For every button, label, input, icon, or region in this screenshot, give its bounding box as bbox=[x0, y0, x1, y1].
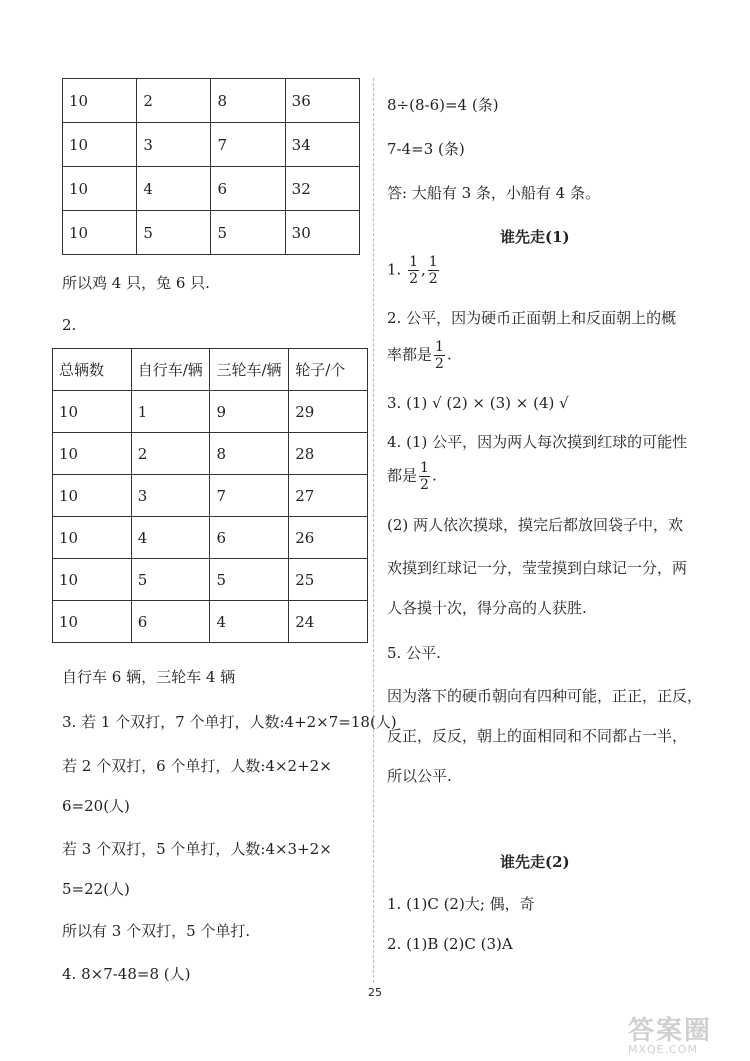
question-3-line-3: 6=20(人) bbox=[62, 797, 130, 815]
table-cell: 10 bbox=[63, 123, 137, 167]
s1-q4-part2-line-3: 人各摸十次，得分高的人获胜. bbox=[387, 599, 587, 617]
question-4-line: 4. 8×7-48=8 (人) bbox=[62, 965, 191, 983]
column-divider bbox=[373, 78, 375, 983]
table-cell: 25 bbox=[289, 559, 368, 601]
fraction-numerator: 1 bbox=[435, 339, 444, 355]
table-cell: 5 bbox=[137, 211, 211, 255]
table-cell: 5 bbox=[211, 211, 285, 255]
s1-question-2-line-2 bbox=[387, 340, 452, 371]
s1-question-3: 3. (1) √ (2) × (3) × (4) √ bbox=[387, 394, 569, 412]
table-cell: 4 bbox=[210, 601, 289, 643]
table-cell: 32 bbox=[285, 167, 359, 211]
fraction-denominator: 2 bbox=[420, 477, 429, 493]
section-title-2: 谁先走(2) bbox=[500, 853, 570, 871]
table-cell: 29 bbox=[289, 391, 368, 433]
table-header-cell: 轮子/个 bbox=[289, 349, 368, 391]
table-cell: 10 bbox=[53, 517, 132, 559]
s1-q5-line-3: 所以公平. bbox=[387, 767, 452, 785]
table-row bbox=[53, 601, 368, 643]
s1-q1-separator: , bbox=[421, 260, 426, 279]
page-number: 25 bbox=[368, 986, 382, 999]
table-row bbox=[63, 167, 360, 211]
table-cell: 10 bbox=[63, 79, 137, 123]
s1-question-4-line-2 bbox=[387, 461, 437, 492]
table-cell: 4 bbox=[131, 517, 210, 559]
table-cell: 8 bbox=[211, 79, 285, 123]
table-cell: 10 bbox=[53, 475, 132, 517]
table-cell: 6 bbox=[131, 601, 210, 643]
table-header-cell: 总辆数 bbox=[53, 349, 132, 391]
watermark-domain: MXQE.COM bbox=[628, 1043, 698, 1056]
fraction-denominator: 2 bbox=[435, 356, 444, 372]
s1-q4-part2-line-2: 欢摸到红球记一分，莹莹摸到白球记一分，两 bbox=[387, 559, 688, 577]
table-cell: 9 bbox=[210, 391, 289, 433]
s1-q4-suffix: . bbox=[431, 466, 437, 485]
s1-q5-line-2: 反正，反反，朝上的面相同和不同都占一半， bbox=[387, 727, 688, 745]
question-3-line-1: 3. 若 1 个双打，7 个单打，人数:4+2×7=18(人) bbox=[62, 713, 397, 731]
fraction-denominator: 2 bbox=[428, 271, 438, 287]
answer-line: 答: 大船有 3 条，小船有 4 条。 bbox=[387, 184, 600, 202]
table-cell: 24 bbox=[289, 601, 368, 643]
table-cell: 10 bbox=[63, 167, 137, 211]
table-row bbox=[53, 475, 368, 517]
table-cell: 8 bbox=[210, 433, 289, 475]
fraction-numerator: 1 bbox=[428, 254, 438, 270]
s1-q4-prefix: 都是 bbox=[387, 466, 418, 485]
table-cell: 6 bbox=[211, 167, 285, 211]
question-3-conclusion: 所以有 3 个双打，5 个单打. bbox=[62, 922, 251, 940]
table-row bbox=[63, 79, 360, 123]
s1-question-4-line-1: 4. (1) 公平，因为两人每次摸到红球的可能性 bbox=[387, 433, 688, 451]
fraction-denominator: 2 bbox=[409, 271, 419, 287]
calc-line-2: 7-4=3 (条) bbox=[387, 140, 465, 158]
table-cell: 28 bbox=[289, 433, 368, 475]
question-3-line-4: 若 3 个双打，5 个单打，人数:4×3+2× bbox=[62, 840, 332, 858]
table-cell: 10 bbox=[53, 433, 132, 475]
watermark-logo bbox=[628, 1010, 712, 1056]
table-cell: 27 bbox=[289, 475, 368, 517]
s1-q5-line-1: 因为落下的硬币朝向有四种可能，正正，正反， bbox=[387, 687, 703, 705]
calc-line-1: 8÷(8-6)=4 (条) bbox=[387, 96, 499, 114]
table-cell: 5 bbox=[210, 559, 289, 601]
question-3-line-5: 5=22(人) bbox=[62, 880, 130, 898]
fraction-numerator: 1 bbox=[420, 460, 429, 476]
question-2-label: 2. bbox=[62, 316, 77, 334]
table-cell: 3 bbox=[131, 475, 210, 517]
table-cell: 1 bbox=[131, 391, 210, 433]
table-vehicles bbox=[52, 348, 368, 643]
s2-question-1: 1. (1)C (2)大; 偶，奇 bbox=[387, 895, 535, 913]
table-cell: 10 bbox=[53, 391, 132, 433]
fraction-one-half bbox=[419, 461, 430, 492]
table-cell: 26 bbox=[289, 517, 368, 559]
fraction-numerator: 1 bbox=[409, 254, 419, 270]
fraction-one-half bbox=[408, 255, 419, 286]
table-row bbox=[53, 559, 368, 601]
table-cell: 10 bbox=[53, 559, 132, 601]
table-cell: 10 bbox=[63, 211, 137, 255]
s1-q2-suffix: . bbox=[446, 345, 452, 364]
section-title-1: 谁先走(1) bbox=[500, 228, 570, 246]
table-header-cell: 三轮车/辆 bbox=[210, 349, 289, 391]
s1-q2-prefix: 率都是 bbox=[387, 345, 433, 364]
table-row bbox=[63, 123, 360, 167]
table-cell: 36 bbox=[285, 79, 359, 123]
s1-question-2-line-1: 2. 公平，因为硬币正面朝上和反面朝上的概 bbox=[387, 309, 677, 327]
s1-q4-part2-line-1: (2) 两人依次摸球，摸完后都放回袋子中，欢 bbox=[387, 516, 684, 534]
table-cell: 7 bbox=[210, 475, 289, 517]
table-cell: 34 bbox=[285, 123, 359, 167]
s1-question-5: 5. 公平. bbox=[387, 644, 441, 662]
fraction-one-half bbox=[428, 255, 439, 286]
table-header-cell: 自行车/辆 bbox=[131, 349, 210, 391]
table-row bbox=[53, 517, 368, 559]
table-row bbox=[63, 211, 360, 255]
question-3-line-2: 若 2 个双打，6 个单打，人数:4×2+2× bbox=[62, 757, 332, 775]
table-cell: 2 bbox=[131, 433, 210, 475]
table-header-row bbox=[53, 349, 368, 391]
s1-q1-prefix: 1. bbox=[387, 260, 402, 279]
table-cell: 2 bbox=[137, 79, 211, 123]
table-row bbox=[53, 433, 368, 475]
question-2-conclusion: 自行车 6 辆，三轮车 4 辆 bbox=[62, 668, 236, 686]
table-cell: 4 bbox=[137, 167, 211, 211]
table-cell: 6 bbox=[210, 517, 289, 559]
table-cell: 30 bbox=[285, 211, 359, 255]
s1-question-1 bbox=[387, 255, 441, 286]
table1-conclusion: 所以鸡 4 只，兔 6 只. bbox=[62, 274, 210, 292]
table-cell: 10 bbox=[53, 601, 132, 643]
fraction-one-half bbox=[434, 340, 445, 371]
table-cell: 3 bbox=[137, 123, 211, 167]
watermark-brand: 答案圈 bbox=[628, 1016, 713, 1046]
table-row bbox=[53, 391, 368, 433]
table-cell: 7 bbox=[211, 123, 285, 167]
table-cell: 5 bbox=[131, 559, 210, 601]
s2-question-2: 2. (1)B (2)C (3)A bbox=[387, 935, 513, 953]
table-chicken-rabbit bbox=[62, 78, 360, 255]
